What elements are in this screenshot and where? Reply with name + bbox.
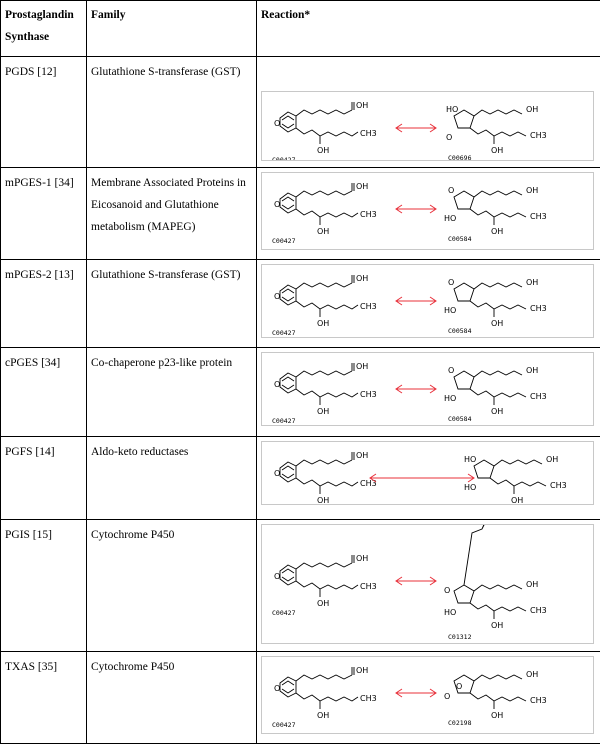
substrate-ring <box>280 373 296 393</box>
enzyme-family: Co-chaperone p23-like protein <box>87 348 257 437</box>
product-id: C00696 <box>448 154 472 160</box>
lower-chain <box>296 128 358 136</box>
product-hydroxyl-label: OH <box>491 319 503 328</box>
reversible-arrow <box>396 297 436 305</box>
table-row <box>1 260 600 348</box>
table-row <box>1 652 600 744</box>
oxygen-label: O <box>274 200 280 209</box>
product-structure <box>444 186 547 243</box>
substrate-ring <box>280 112 296 132</box>
table-row <box>1 168 600 260</box>
keto-label: O <box>446 133 452 142</box>
endoperoxide-bridge <box>282 466 294 478</box>
carboxyl-double-bond <box>352 363 354 371</box>
reaction-cell <box>257 348 600 437</box>
carboxyl-oh-label: OH <box>356 666 368 675</box>
carboxyl-double-bond <box>352 275 354 283</box>
hydroxyl-label: OH <box>317 227 329 236</box>
product-id: C00584 <box>448 235 472 243</box>
synthase-name: cPGES [34] <box>1 348 87 437</box>
header-family: Family <box>87 1 257 57</box>
ring-hydroxyl-label: HO <box>444 306 456 315</box>
hydroxyl-label: OH <box>317 599 329 608</box>
carboxyl-oh-label: OH <box>356 182 368 191</box>
product-lower-chain <box>470 301 526 309</box>
synthase-name: PGDS [12] <box>1 57 87 168</box>
oxygen-label: O <box>274 119 280 128</box>
methyl-label: CH3 <box>360 582 377 591</box>
upper-chain <box>296 191 352 197</box>
product-hydroxyl-label: OH <box>491 407 503 416</box>
carboxyl-oh-label: OH <box>356 101 368 110</box>
oxygen-label: O <box>274 572 280 581</box>
product-upper-chain <box>474 110 522 116</box>
ring-hydroxyl-label-2: HO <box>464 483 476 492</box>
lower-chain <box>296 581 358 589</box>
enzyme-family: Cytochrome P450 <box>87 520 257 652</box>
carboxyl-double-bond <box>352 102 354 110</box>
reaction-diagram <box>261 264 594 338</box>
upper-chain <box>296 283 352 289</box>
product-structure <box>446 105 547 160</box>
reaction-svg <box>262 525 594 643</box>
endoperoxide-bridge <box>282 377 294 389</box>
product-structure <box>464 455 567 504</box>
substrate-structure <box>272 362 377 425</box>
synthase-name: PGIS [15] <box>1 520 87 652</box>
product-methyl-label: CH3 <box>530 304 547 313</box>
header-reaction: Reaction* <box>257 1 600 57</box>
hydroxyl-label: OH <box>317 711 329 720</box>
carboxyl-double-bond <box>352 555 354 563</box>
carboxyl-oh-label: OH <box>356 554 368 563</box>
table-row <box>1 348 600 437</box>
ring-hydroxyl-label: HO <box>464 455 476 464</box>
lower-chain <box>296 693 358 701</box>
synthase-name: TXAS [35] <box>1 652 87 744</box>
product-structure <box>444 366 547 423</box>
product-id: C01312 <box>448 633 472 641</box>
product-methyl-label: CH3 <box>530 392 547 401</box>
product-methyl-label: CH3 <box>530 696 547 705</box>
oxygen-label: O <box>274 380 280 389</box>
substrate-id: C00427 <box>272 156 296 160</box>
hydroxyl-label: OH <box>317 407 329 416</box>
product-carboxyl-label: OH <box>526 670 538 679</box>
keto-label: O <box>448 186 454 195</box>
upper-chain <box>296 110 352 116</box>
reaction-diagram <box>261 91 594 161</box>
enzyme-family: Membrane Associated Proteins in Eicosanoid and Glutathione metabolism (MAPEG) <box>87 168 257 260</box>
product-methyl-label: CH3 <box>530 212 547 221</box>
substrate-ring <box>280 677 296 697</box>
product-upper-chain <box>474 675 522 681</box>
ring-hydroxyl-label: HO <box>446 105 458 114</box>
substrate-id: C00427 <box>272 417 296 425</box>
table-row <box>1 437 600 520</box>
methyl-label: CH3 <box>360 390 377 399</box>
product-carboxyl-label: OH <box>526 580 538 589</box>
upper-chain <box>296 675 352 681</box>
reaction-cell <box>257 57 600 168</box>
product-hydroxyl-label: OH <box>491 711 503 720</box>
reversible-arrow <box>370 474 474 482</box>
endoperoxide-bridge <box>282 197 294 209</box>
product-id: C00584 <box>448 327 472 335</box>
substrate-structure <box>272 554 377 617</box>
reversible-arrow <box>396 689 436 697</box>
reversible-arrow <box>396 205 436 213</box>
methyl-label: CH3 <box>360 694 377 703</box>
substrate-id: C00427 <box>272 237 296 245</box>
substrate-id: C00427 <box>272 721 296 729</box>
product-methyl-label: CH3 <box>550 481 567 490</box>
product-hydroxyl-label: OH <box>491 227 503 236</box>
product-lower-chain <box>470 128 526 136</box>
oxane-label: O <box>456 682 462 691</box>
table-row <box>1 520 600 652</box>
reaction-cell <box>257 520 600 652</box>
methyl-label: CH3 <box>360 129 377 138</box>
ring-hydroxyl-label: HO <box>444 214 456 223</box>
reaction-svg <box>262 442 594 504</box>
reversible-arrow <box>396 124 436 132</box>
header-row <box>1 1 600 57</box>
product-hydroxyl-label: OH <box>491 621 503 630</box>
methyl-label: CH3 <box>360 302 377 311</box>
product-upper-chain <box>474 283 522 289</box>
product-hydroxyl-label: OH <box>491 146 503 155</box>
product-id: C00584 <box>448 415 472 423</box>
reaction-cell <box>257 260 600 348</box>
product-structure <box>444 525 547 641</box>
product-upper-chain <box>474 371 522 377</box>
reversible-arrow <box>396 577 436 585</box>
endoperoxide-bridge <box>282 681 294 693</box>
reaction-svg <box>262 265 594 337</box>
reaction-svg <box>262 353 594 425</box>
hydroxyl-label: OH <box>317 146 329 155</box>
product-ring <box>454 585 474 603</box>
product-structure <box>444 670 547 727</box>
reaction-svg <box>262 657 594 733</box>
reaction-cell <box>257 652 600 744</box>
methyl-label: CH3 <box>360 479 377 488</box>
product-carboxyl-label: OH <box>526 278 538 287</box>
header-synthase: Prostaglandin Synthase <box>1 1 87 57</box>
oxygen-label: O <box>274 469 280 478</box>
reaction-cell <box>257 168 600 260</box>
endoperoxide-bridge <box>282 116 294 128</box>
substrate-ring <box>280 285 296 305</box>
methyl-label: CH3 <box>360 210 377 219</box>
oxetane-label: O <box>444 692 450 701</box>
endoperoxide-bridge <box>282 289 294 301</box>
hydroxyl-label: OH <box>317 319 329 328</box>
table-row <box>1 57 600 168</box>
reaction-diagram <box>261 441 594 505</box>
enzyme-family: Glutathione S-transferase (GST) <box>87 260 257 348</box>
lower-chain <box>296 478 358 486</box>
upper-chain <box>296 460 352 466</box>
product-ring <box>454 283 474 301</box>
reaction-diagram <box>261 172 594 250</box>
lower-chain <box>296 301 358 309</box>
lower-chain <box>296 209 358 217</box>
carboxyl-oh-label: OH <box>356 274 368 283</box>
ring-hydroxyl-label: HO <box>444 394 456 403</box>
product-methyl-label: CH3 <box>530 606 547 615</box>
substrate-ring <box>280 462 296 482</box>
product-upper-chain <box>494 460 542 466</box>
endoperoxide-bridge <box>282 569 294 581</box>
substrate-structure <box>272 451 377 504</box>
product-carboxyl-label: OH <box>526 186 538 195</box>
reaction-diagram <box>261 352 594 426</box>
substrate-structure <box>272 101 377 160</box>
carboxyl-double-bond <box>352 667 354 675</box>
oxygen-label: O <box>274 292 280 301</box>
keto-label: O <box>448 366 454 375</box>
substrate-id: C00427 <box>272 329 296 337</box>
product-upper-chain <box>474 585 522 591</box>
product-structure <box>444 278 547 335</box>
synthase-name: PGFS [14] <box>1 437 87 520</box>
product-ring <box>454 371 474 389</box>
reaction-cell <box>257 437 600 520</box>
product-lower-chain <box>490 478 546 486</box>
oxygen-label: O <box>274 684 280 693</box>
synthase-name: mPGES-1 [34] <box>1 168 87 260</box>
substrate-structure <box>272 182 377 245</box>
reaction-svg <box>262 173 594 249</box>
product-carboxyl-label: OH <box>526 105 538 114</box>
substrate-id: C00427 <box>272 609 296 617</box>
reaction-svg <box>262 92 594 160</box>
carboxyl-double-bond <box>352 452 354 460</box>
substrate-ring <box>280 193 296 213</box>
product-id: C02198 <box>448 719 472 727</box>
substrate-structure <box>272 666 377 729</box>
reversible-arrow <box>396 385 436 393</box>
product-carboxyl-label: OH <box>526 366 538 375</box>
enzyme-family: Cytochrome P450 <box>87 652 257 744</box>
product-lower-chain <box>470 389 526 397</box>
synthase-name: mPGES-2 [13] <box>1 260 87 348</box>
product-lower-chain <box>470 603 526 611</box>
product-carboxyl-label: OH <box>546 455 558 464</box>
ether-label: O <box>444 586 450 595</box>
hydroxyl-label: OH <box>317 496 329 504</box>
carboxyl-oh-label: OH <box>356 362 368 371</box>
lower-chain <box>296 389 358 397</box>
product-ring <box>454 191 474 209</box>
enzyme-family: Glutathione S-transferase (GST) <box>87 57 257 168</box>
prostacyclin-chain <box>464 525 488 585</box>
carboxyl-oh-label: OH <box>356 451 368 460</box>
product-lower-chain <box>470 209 526 217</box>
product-upper-chain <box>474 191 522 197</box>
carboxyl-double-bond <box>352 183 354 191</box>
substrate-structure <box>272 274 377 337</box>
reaction-diagram <box>261 524 594 644</box>
upper-chain <box>296 371 352 377</box>
reaction-diagram <box>261 656 594 734</box>
keto-label: O <box>448 278 454 287</box>
substrate-ring <box>280 565 296 585</box>
upper-chain <box>296 563 352 569</box>
product-methyl-label: CH3 <box>530 131 547 140</box>
product-lower-chain <box>470 693 526 701</box>
enzyme-family: Aldo-keto reductases <box>87 437 257 520</box>
product-ring <box>474 460 494 478</box>
product-hydroxyl-label: OH <box>511 496 523 504</box>
ring-hydroxyl-label: HO <box>444 608 456 617</box>
